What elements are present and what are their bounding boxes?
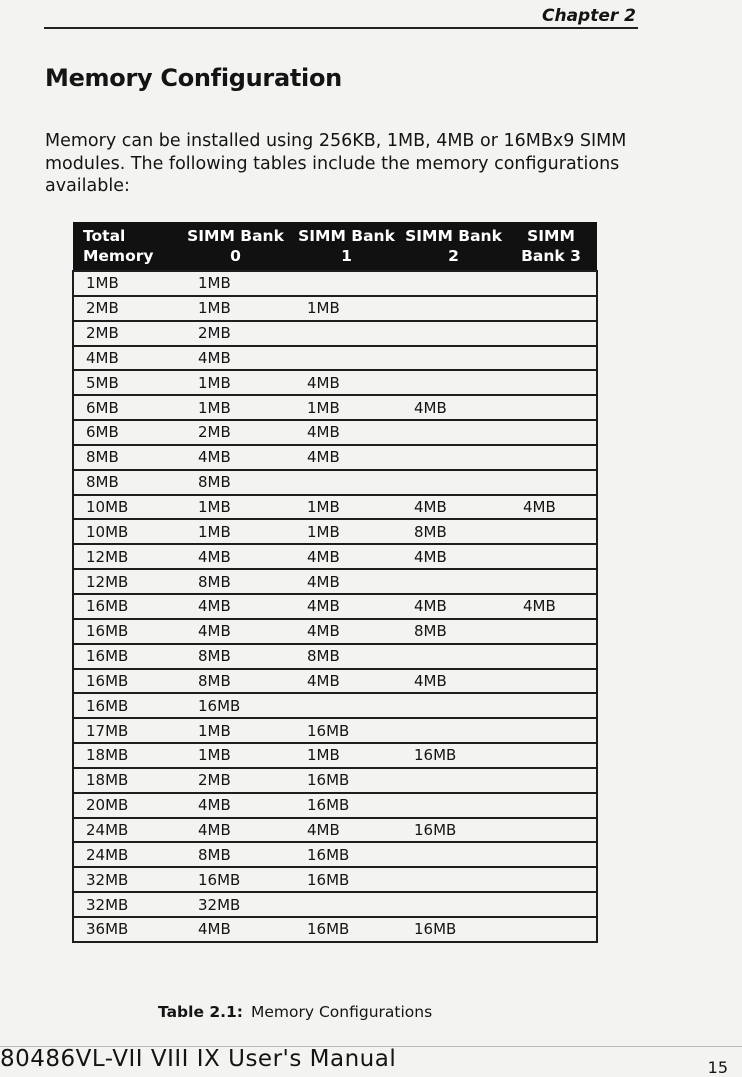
cell-simm-bank-3 xyxy=(505,867,597,892)
cell-simm-bank-0: 4MB xyxy=(180,619,291,644)
cell-simm-bank-2 xyxy=(402,768,505,793)
cell-simm-bank-3 xyxy=(505,470,597,495)
cell-simm-bank-2: 16MB xyxy=(402,743,505,768)
cell-simm-bank-3 xyxy=(505,768,597,793)
cell-simm-bank-1 xyxy=(291,271,402,296)
cell-simm-bank-0: 2MB xyxy=(180,321,291,346)
table-row xyxy=(73,669,597,694)
table-row xyxy=(73,395,597,420)
cell-simm-bank-2 xyxy=(402,842,505,867)
footer-manual-title: 80486VL-VII VIII IX User's Manual xyxy=(0,1046,397,1072)
header-simm-bank-0: SIMM Bank 0 xyxy=(180,222,291,271)
cell-simm-bank-1: 16MB xyxy=(291,718,402,743)
cell-total-memory: 8MB xyxy=(73,445,180,470)
cell-simm-bank-2 xyxy=(402,296,505,321)
cell-simm-bank-0: 4MB xyxy=(180,544,291,569)
cell-simm-bank-0: 2MB xyxy=(180,768,291,793)
cell-simm-bank-3 xyxy=(505,793,597,818)
cell-simm-bank-1: 1MB xyxy=(291,743,402,768)
cell-total-memory: 4MB xyxy=(73,346,180,371)
cell-simm-bank-1 xyxy=(291,321,402,346)
cell-simm-bank-2: 16MB xyxy=(402,818,505,843)
cell-simm-bank-1: 1MB xyxy=(291,495,402,520)
cell-simm-bank-3 xyxy=(505,917,597,942)
table-row xyxy=(73,594,597,619)
table-header-row xyxy=(73,222,597,271)
cell-simm-bank-0: 4MB xyxy=(180,793,291,818)
chapter-label: Chapter 2 xyxy=(541,6,636,26)
cell-simm-bank-2 xyxy=(402,793,505,818)
table-row xyxy=(73,917,597,942)
table-row xyxy=(73,495,597,520)
cell-simm-bank-0: 16MB xyxy=(180,693,291,718)
cell-total-memory: 12MB xyxy=(73,544,180,569)
cell-simm-bank-0: 4MB xyxy=(180,346,291,371)
cell-total-memory: 32MB xyxy=(73,892,180,917)
cell-simm-bank-2 xyxy=(402,470,505,495)
cell-simm-bank-1: 16MB xyxy=(291,793,402,818)
cell-simm-bank-1: 4MB xyxy=(291,445,402,470)
cell-simm-bank-1: 4MB xyxy=(291,818,402,843)
cell-total-memory: 32MB xyxy=(73,867,180,892)
cell-simm-bank-2: 4MB xyxy=(402,395,505,420)
cell-total-memory: 2MB xyxy=(73,296,180,321)
header-simm-bank-1: SIMM Bank 1 xyxy=(291,222,402,271)
cell-total-memory: 16MB xyxy=(73,594,180,619)
table-row xyxy=(73,470,597,495)
table-row xyxy=(73,693,597,718)
table-row xyxy=(73,718,597,743)
table-row xyxy=(73,445,597,470)
table-row xyxy=(73,346,597,371)
cell-simm-bank-3 xyxy=(505,718,597,743)
table-row xyxy=(73,793,597,818)
header-simm-bank-3: SIMM Bank 3 xyxy=(505,222,597,271)
cell-simm-bank-3 xyxy=(505,619,597,644)
cell-simm-bank-0: 4MB xyxy=(180,818,291,843)
table-row xyxy=(73,818,597,843)
header-simm-bank-2: SIMM Bank 2 xyxy=(402,222,505,271)
cell-simm-bank-1: 1MB xyxy=(291,519,402,544)
cell-simm-bank-0: 4MB xyxy=(180,917,291,942)
cell-simm-bank-1 xyxy=(291,346,402,371)
cell-total-memory: 8MB xyxy=(73,470,180,495)
cell-simm-bank-3: 4MB xyxy=(505,594,597,619)
cell-simm-bank-2: 8MB xyxy=(402,619,505,644)
cell-simm-bank-0: 1MB xyxy=(180,519,291,544)
caption-label: Table 2.1: xyxy=(158,1003,244,1021)
cell-total-memory: 12MB xyxy=(73,569,180,594)
cell-total-memory: 2MB xyxy=(73,321,180,346)
cell-simm-bank-0: 8MB xyxy=(180,644,291,669)
table-row xyxy=(73,644,597,669)
cell-simm-bank-0: 1MB xyxy=(180,718,291,743)
cell-simm-bank-1: 4MB xyxy=(291,420,402,445)
cell-simm-bank-0: 32MB xyxy=(180,892,291,917)
cell-total-memory: 1MB xyxy=(73,271,180,296)
cell-total-memory: 16MB xyxy=(73,693,180,718)
cell-simm-bank-2 xyxy=(402,569,505,594)
header-rule xyxy=(44,27,638,29)
cell-simm-bank-2 xyxy=(402,420,505,445)
cell-simm-bank-0: 1MB xyxy=(180,743,291,768)
cell-simm-bank-3 xyxy=(505,445,597,470)
cell-simm-bank-0: 1MB xyxy=(180,495,291,520)
cell-simm-bank-1: 16MB xyxy=(291,917,402,942)
footer-page-number: 15 xyxy=(707,1058,728,1077)
cell-simm-bank-2: 4MB xyxy=(402,544,505,569)
cell-total-memory: 6MB xyxy=(73,420,180,445)
cell-simm-bank-1 xyxy=(291,693,402,718)
table-row xyxy=(73,768,597,793)
cell-simm-bank-2 xyxy=(402,718,505,743)
table-row xyxy=(73,519,597,544)
cell-total-memory: 16MB xyxy=(73,669,180,694)
cell-total-memory: 10MB xyxy=(73,495,180,520)
cell-simm-bank-1: 1MB xyxy=(291,395,402,420)
cell-simm-bank-1: 16MB xyxy=(291,842,402,867)
cell-simm-bank-2: 8MB xyxy=(402,519,505,544)
cell-simm-bank-3 xyxy=(505,420,597,445)
cell-total-memory: 24MB xyxy=(73,842,180,867)
cell-simm-bank-0: 1MB xyxy=(180,370,291,395)
intro-paragraph: Memory can be installed using 256KB, 1MB, 4MB or 16MBx9 SIMM modules. The following tables include the memory configurations available: xyxy=(45,131,627,196)
memory-config-table xyxy=(72,222,598,943)
cell-simm-bank-3 xyxy=(505,395,597,420)
cell-total-memory: 17MB xyxy=(73,718,180,743)
cell-simm-bank-0: 1MB xyxy=(180,395,291,420)
cell-simm-bank-3 xyxy=(505,818,597,843)
cell-simm-bank-2 xyxy=(402,644,505,669)
cell-simm-bank-2: 4MB xyxy=(402,495,505,520)
cell-total-memory: 24MB xyxy=(73,818,180,843)
table-body xyxy=(73,271,597,942)
cell-simm-bank-1: 4MB xyxy=(291,370,402,395)
cell-simm-bank-2: 4MB xyxy=(402,594,505,619)
cell-simm-bank-0: 4MB xyxy=(180,594,291,619)
cell-simm-bank-3 xyxy=(505,321,597,346)
cell-total-memory: 20MB xyxy=(73,793,180,818)
cell-simm-bank-2 xyxy=(402,321,505,346)
table-row xyxy=(73,271,597,296)
cell-simm-bank-2: 16MB xyxy=(402,917,505,942)
cell-simm-bank-3 xyxy=(505,544,597,569)
cell-simm-bank-0: 8MB xyxy=(180,842,291,867)
cell-simm-bank-0: 8MB xyxy=(180,669,291,694)
cell-total-memory: 16MB xyxy=(73,619,180,644)
cell-simm-bank-0: 8MB xyxy=(180,569,291,594)
cell-simm-bank-0: 1MB xyxy=(180,296,291,321)
cell-simm-bank-1: 16MB xyxy=(291,768,402,793)
cell-total-memory: 6MB xyxy=(73,395,180,420)
table-row xyxy=(73,842,597,867)
cell-simm-bank-3: 4MB xyxy=(505,495,597,520)
header-total-memory: Total Memory xyxy=(73,222,180,271)
cell-simm-bank-0: 2MB xyxy=(180,420,291,445)
cell-simm-bank-3 xyxy=(505,743,597,768)
table-row xyxy=(73,892,597,917)
cell-total-memory: 18MB xyxy=(73,743,180,768)
cell-simm-bank-1 xyxy=(291,470,402,495)
cell-simm-bank-1 xyxy=(291,892,402,917)
cell-simm-bank-1: 4MB xyxy=(291,594,402,619)
cell-simm-bank-1: 16MB xyxy=(291,867,402,892)
cell-simm-bank-0: 16MB xyxy=(180,867,291,892)
cell-total-memory: 18MB xyxy=(73,768,180,793)
cell-total-memory: 36MB xyxy=(73,917,180,942)
cell-simm-bank-1: 4MB xyxy=(291,544,402,569)
cell-simm-bank-3 xyxy=(505,271,597,296)
cell-simm-bank-3 xyxy=(505,370,597,395)
table-row xyxy=(73,867,597,892)
cell-simm-bank-3 xyxy=(505,842,597,867)
cell-total-memory: 5MB xyxy=(73,370,180,395)
cell-simm-bank-2 xyxy=(402,892,505,917)
table-row xyxy=(73,569,597,594)
cell-simm-bank-1: 4MB xyxy=(291,619,402,644)
memory-config-table-wrap xyxy=(72,222,596,943)
cell-total-memory: 10MB xyxy=(73,519,180,544)
cell-simm-bank-3 xyxy=(505,519,597,544)
cell-simm-bank-0: 4MB xyxy=(180,445,291,470)
cell-simm-bank-3 xyxy=(505,296,597,321)
cell-total-memory: 16MB xyxy=(73,644,180,669)
table-row xyxy=(73,743,597,768)
table-row xyxy=(73,619,597,644)
cell-simm-bank-2 xyxy=(402,370,505,395)
table-caption xyxy=(158,1003,432,1021)
table-row xyxy=(73,420,597,445)
cell-simm-bank-3 xyxy=(505,346,597,371)
cell-simm-bank-0: 8MB xyxy=(180,470,291,495)
cell-simm-bank-2 xyxy=(402,346,505,371)
page-title: Memory Configuration xyxy=(45,64,342,92)
cell-simm-bank-1: 1MB xyxy=(291,296,402,321)
cell-simm-bank-3 xyxy=(505,693,597,718)
cell-simm-bank-2 xyxy=(402,445,505,470)
cell-simm-bank-2 xyxy=(402,867,505,892)
table-row xyxy=(73,370,597,395)
cell-simm-bank-1: 4MB xyxy=(291,569,402,594)
cell-simm-bank-3 xyxy=(505,644,597,669)
table-row xyxy=(73,321,597,346)
cell-simm-bank-0: 1MB xyxy=(180,271,291,296)
cell-simm-bank-2 xyxy=(402,693,505,718)
cell-simm-bank-1: 8MB xyxy=(291,644,402,669)
cell-simm-bank-3 xyxy=(505,892,597,917)
cell-simm-bank-2: 4MB xyxy=(402,669,505,694)
table-row xyxy=(73,544,597,569)
cell-simm-bank-3 xyxy=(505,669,597,694)
cell-simm-bank-3 xyxy=(505,569,597,594)
table-row xyxy=(73,296,597,321)
cell-simm-bank-2 xyxy=(402,271,505,296)
cell-simm-bank-1: 4MB xyxy=(291,669,402,694)
caption-title: Memory Configurations xyxy=(251,1003,433,1021)
